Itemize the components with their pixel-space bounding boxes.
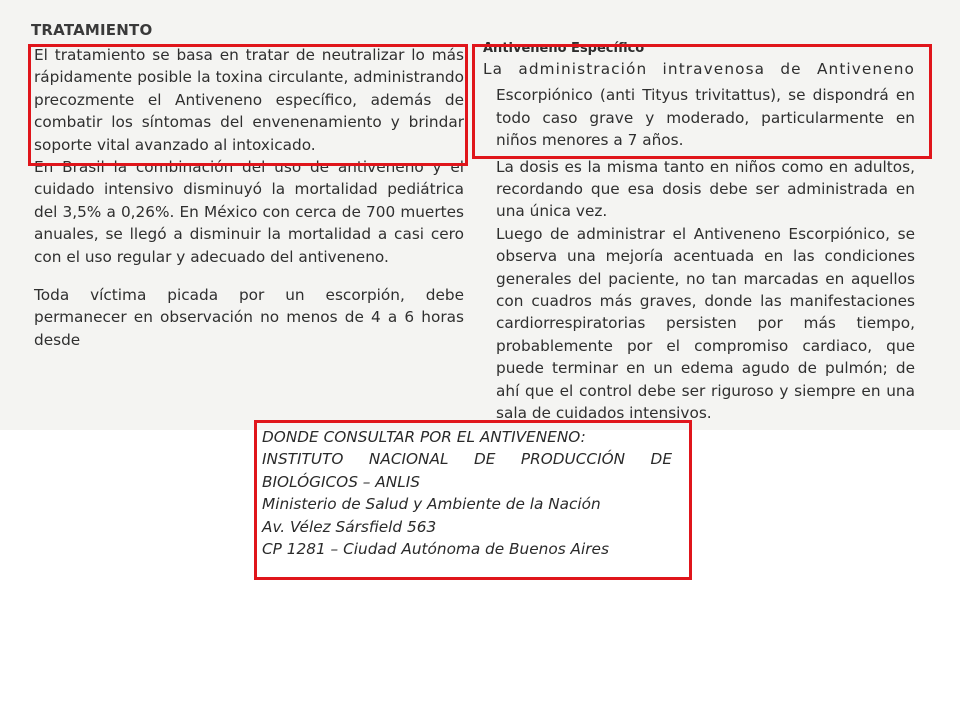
contact-heading: DONDE CONSULTAR POR EL ANTIVENENO: bbox=[262, 428, 586, 446]
paragraph-treatment-basis: El tratamiento se basa en tratar de neutralizar lo más rápidamente posible la toxina circulante, administrando precozmente el Antiveneno específico, además de combatir los síntomas del envenenamiento y brindar soporte vital avanzado al intoxicado. bbox=[34, 46, 464, 154]
contact-postal-code-city: CP 1281 – Ciudad Autónoma de Buenos Aires bbox=[262, 540, 609, 559]
contact-institute-line: INSTITUTO NACIONAL DE PRODUCCIÓN DE bbox=[262, 450, 672, 469]
right-column bbox=[483, 40, 915, 425]
left-column bbox=[30, 20, 468, 351]
paragraph-mortality-stats: En Brasil la combinación del uso de antiveneno y el cuidado intensivo disminuyó la mortalidad pediátrica del 3,5% a 0,26%. En México con cerca de 700 muertes anuales, se llegó a disminuir la mortalidad a casi cero con el uso regular y adecuado del antiveneno. bbox=[34, 158, 464, 266]
paragraph-observation: Toda víctima picada por un escorpión, debe permanecer en observación no menos de 4 a 6 horas desde bbox=[34, 286, 464, 349]
contact-ministry: Ministerio de Salud y Ambiente de la Nación bbox=[262, 495, 601, 514]
contact-address: Av. Vélez Sársfield 563 bbox=[262, 517, 437, 536]
subheading-antiveneno-especifico: Antiveneno Específico bbox=[483, 41, 645, 56]
paragraph-intravenous-intro: La administración intravenosa de Antiveneno bbox=[483, 60, 915, 78]
paragraph-antiveneno-indication: Escorpiónico (anti Tityus trivitattus), se dispondrá en todo caso grave y moderado, particularmente en niños menores a 7 años. bbox=[496, 86, 915, 150]
paragraph-dose: La dosis es la misma tanto en niños como en adultos, recordando que esa dosis debe ser administrada en una única vez. bbox=[496, 157, 915, 221]
paragraph-post-administration: Luego de administrar el Antiveneno Escorpiónico, se observa una mejoría acentuada en las condiciones generales del paciente, no tan marcadas en aquellos con cuadros más graves, donde las manifestaciones cardiorrespiratorias persisten por más tiempo, probablemente por el compromiso cardiaco, que puede terminar en un edema agudo de pulmón; de ahí que el control debe ser riguroso y siempre en una sala de cuidados intensivos. bbox=[496, 224, 915, 423]
contact-institute-acronym: BIOLÓGICOS – ANLIS bbox=[262, 472, 420, 491]
section-heading-tratamiento: TRATAMIENTO bbox=[31, 21, 153, 39]
antivenom-contact-box bbox=[262, 426, 672, 560]
